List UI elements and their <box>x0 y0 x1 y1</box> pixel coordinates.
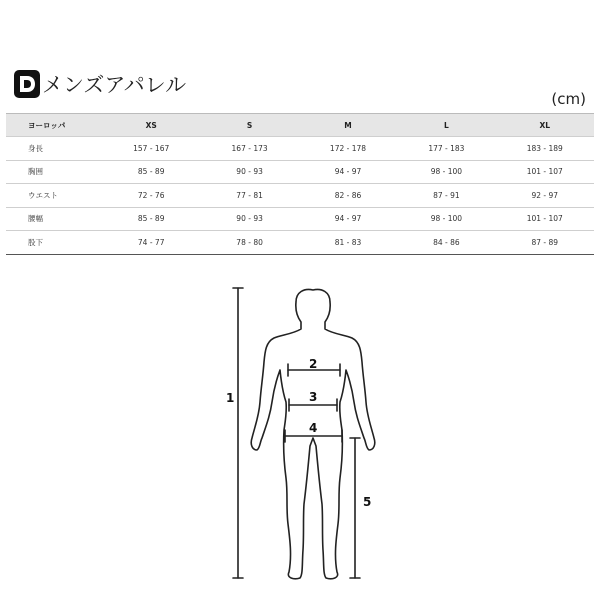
height-dimension-line <box>233 288 243 578</box>
table-cell: 94 - 97 <box>299 160 397 184</box>
table-row-waist <box>6 184 594 208</box>
row-label: 胸囲 <box>6 160 102 184</box>
table-cell: 177 - 183 <box>397 137 495 161</box>
table-row-hip <box>6 207 594 231</box>
column-header-region: ヨーロッパ <box>6 114 102 137</box>
table-cell: 82 - 86 <box>299 184 397 208</box>
table-cell: 78 - 80 <box>200 231 298 255</box>
table-cell: 90 - 93 <box>200 160 298 184</box>
column-header-xs: XS <box>102 114 200 137</box>
table-cell: 87 - 89 <box>496 231 594 255</box>
table-cell: 81 - 83 <box>299 231 397 255</box>
table-cell: 87 - 91 <box>397 184 495 208</box>
column-header-s: S <box>200 114 298 137</box>
height-label: 1 <box>226 391 235 405</box>
size-table <box>6 113 594 255</box>
table-cell: 183 - 189 <box>496 137 594 161</box>
body-silhouette-icon <box>200 278 400 588</box>
logo-mark <box>18 74 36 94</box>
table-cell: 157 - 167 <box>102 137 200 161</box>
table-cell: 72 - 76 <box>102 184 200 208</box>
table-cell: 94 - 97 <box>299 207 397 231</box>
table-header-row <box>6 114 594 137</box>
table-cell: 90 - 93 <box>200 207 298 231</box>
unit-label: (cm) <box>551 90 586 108</box>
table-cell: 77 - 81 <box>200 184 298 208</box>
table-cell: 101 - 107 <box>496 207 594 231</box>
column-header-l: L <box>397 114 495 137</box>
inseam-dimension-line <box>350 438 360 578</box>
title-row <box>14 68 186 100</box>
table-row-inseam <box>6 231 594 255</box>
row-label: ウエスト <box>6 184 102 208</box>
table-cell: 167 - 173 <box>200 137 298 161</box>
table-cell: 84 - 86 <box>397 231 495 255</box>
table-cell: 85 - 89 <box>102 207 200 231</box>
table-cell: 98 - 100 <box>397 207 495 231</box>
waist-label: 3 <box>309 390 318 404</box>
table-cell: 92 - 97 <box>496 184 594 208</box>
inseam-label: 5 <box>363 495 372 509</box>
table-cell: 101 - 107 <box>496 160 594 184</box>
row-label: 身長 <box>6 137 102 161</box>
table-cell: 85 - 89 <box>102 160 200 184</box>
measurement-figure <box>200 278 400 588</box>
table-row-chest <box>6 160 594 184</box>
table-cell: 172 - 178 <box>299 137 397 161</box>
page-title: メンズアパレル <box>42 73 187 97</box>
table-cell: 74 - 77 <box>102 231 200 255</box>
chest-label: 2 <box>309 357 318 371</box>
column-header-m: M <box>299 114 397 137</box>
brand-logo-icon <box>14 70 40 98</box>
row-label: 股下 <box>6 231 102 255</box>
table-row-height <box>6 137 594 161</box>
row-label: 腰幅 <box>6 207 102 231</box>
hip-label: 4 <box>309 421 318 435</box>
table-cell: 98 - 100 <box>397 160 495 184</box>
column-header-xl: XL <box>496 114 594 137</box>
